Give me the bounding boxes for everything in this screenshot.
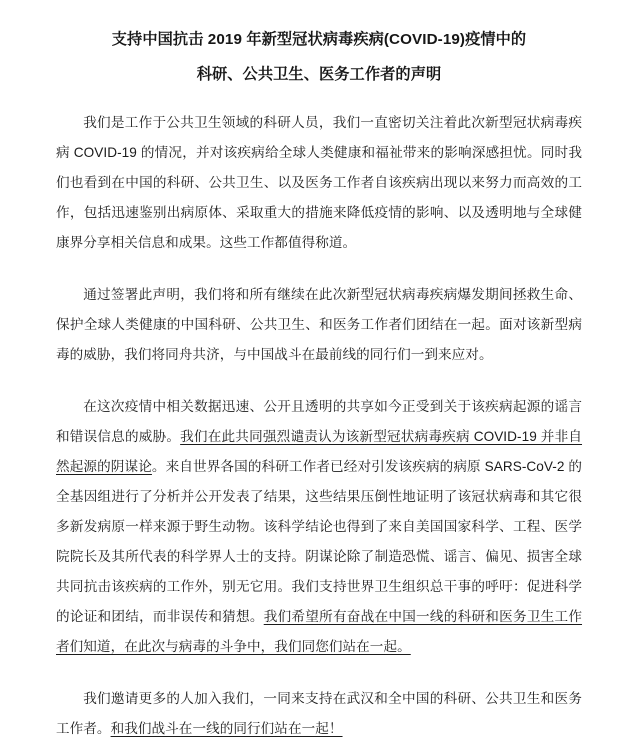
body-text: 我们邀请更多的人加入我们，一同来支持在武汉和全中国的科研、公共卫生和医务工作者。: [56, 691, 582, 736]
page-title: [56, 22, 582, 92]
emphasis-underlined-text: 和我们战斗在一线的同行们站在一起！: [110, 721, 343, 736]
body-text: 在这次疫情中相关数据迅速、公开且透明的共享如今正受到关于该疾病起源的谣言和错误信息的威胁。: [56, 399, 582, 444]
body-text: 。来自世界各国的科研工作者已经对引发该疾病的病原 SARS-CoV-2 的全基因组进行了分析并公开发表了结果，这些结果压倒性地证明了该冠状病毒和其它很多新发病原一样来源于野生动物。该科学结论也得到了来自美国国家科学、工程、医学院院长及其所代表的科学界人士的支持。阴谋论除了制造恐慌、谣言、偏见、损害全球共同抗击该疾病的工作外，别无它用。我们支持世界卫生组织总干事的呼吁：促进科学的论证和团结，而非误传和猜想。: [56, 459, 582, 624]
paragraph-3: [56, 392, 582, 662]
document-body: [56, 108, 582, 744]
body-text: 我们是工作于公共卫生领域的科研人员，我们一直密切关注着此次新型冠状病毒疾病 COVID-19 的情况，并对该疾病给全球人类健康和福祉带来的影响深感担忧。同时我们也看到在中国的科研、公共卫生、以及医务工作者自该疾病出现以来努力而高效的工作，包括迅速鉴别出病原体、采取重大的措施来降低疫情的影响、以及透明地与全球健康界分享相关信息和成果。这些工作都值得称道。: [56, 115, 582, 250]
paragraph-4: [56, 684, 582, 744]
page-title-line-1: 支持中国抗击 2019 年新型冠状病毒疾病(COVID-19)疫情中的: [111, 31, 527, 48]
body-text: 通过签署此声明，我们将和所有继续在此次新型冠状病毒疾病爆发期间拯救生命、保护全球人类健康的中国科研、公共卫生、和医务工作者们团结在一起。面对该新型病毒的威胁，我们将同舟共济，与中国战斗在最前线的同行们一到来应对。: [56, 287, 582, 362]
page-title-line-2: 科研、公共卫生、医务工作者的声明: [196, 66, 442, 83]
paragraph-2: [56, 280, 582, 370]
emphasis-underlined-text: 我们在此共同强烈谴责认为该新型冠状病毒疾病 COVID-19 并非自然起源的阴谋论: [56, 429, 583, 474]
emphasis-underlined-text: 我们希望所有奋战在中国一线的科研和医务卫生工作者们知道，在此次与病毒的斗争中，我们同您们站在一起。: [56, 609, 583, 654]
paragraph-1: [56, 108, 582, 258]
